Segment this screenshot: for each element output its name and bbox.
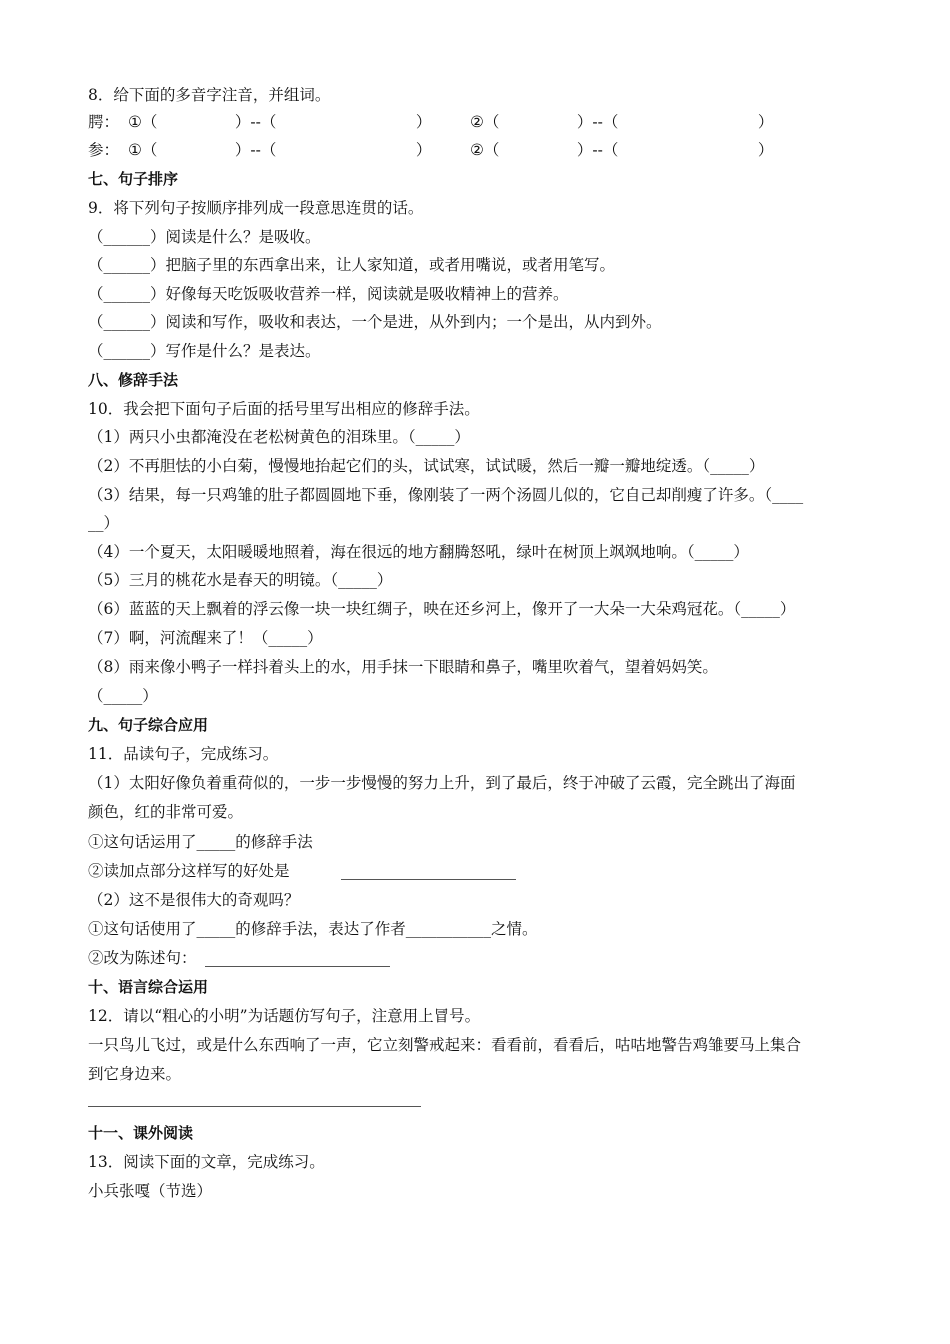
q10-item-3: （3）结果，每一只鸡雏的肚子都圆圆地下垂，像刚装了一两个汤圆儿似的，它自己却削瘦了许多。（____ <box>88 486 804 504</box>
q9-item-4: （______）阅读和写作，吸收和表达，一个是进，从外到内；一个是出，从内到外。 <box>88 313 662 331</box>
dotted-phrase: 努力上升 <box>407 774 470 792</box>
q11-sub-3: ①这句话使用了_____的修辞手法，表达了作者___________之情。 <box>88 920 538 938</box>
q8-row-2 <box>88 139 774 161</box>
q12-example-2: 到它身边来。 <box>88 1065 182 1083</box>
q9-item-1: （______）阅读是什么？是吸收。 <box>88 228 321 246</box>
q9-item-5: （______）写作是什么？是表达。 <box>88 342 321 360</box>
section-7-heading: 七、句子排序 <box>88 170 179 188</box>
answer-line[interactable] <box>88 1106 421 1107</box>
section-8-heading: 八、修辞手法 <box>88 371 179 389</box>
q8-row-2-b: ②（ ）--（ ） <box>470 141 774 159</box>
q10-item-4: （4）一个夏天，太阳暖暖地照着，海在很远的地方翻腾怒吼，绿叶在树顶上飒飒地响。（_____） <box>88 543 749 561</box>
q10-item-5: （5）三月的桃花水是春天的明镜。（_____） <box>88 571 393 589</box>
q11-passage-1-cont: 颜色，红的非常可爱。 <box>88 803 244 821</box>
q10-item-8-cont: （_____） <box>88 687 158 705</box>
q11-passage-2: （2）这不是很伟大的奇观吗？ <box>88 891 300 909</box>
q11-sub-2: ②读加点部分这样写的好处是 <box>88 862 290 880</box>
q9-title: 9．将下列句子按顺序排列成一段意思连贯的话。 <box>88 199 424 217</box>
q8-row-1-a: ①（ ）--（ ） <box>128 113 432 131</box>
q8-row-1 <box>88 111 774 133</box>
q8-row-1-char: 腭： <box>88 113 120 131</box>
passage-text: ，一步一步慢慢的 <box>283 774 408 792</box>
article-title: 小兵张嘎（节选） <box>88 1182 213 1200</box>
q10-item-7: （7）啊，河流醒来了！（_____） <box>88 629 323 647</box>
dotted-phrase: 负着重荷似的 <box>190 774 284 792</box>
section-9-heading: 九、句子综合应用 <box>88 716 209 734</box>
q12-title: 12．请以“粗心的小明”为话题仿写句子，注意用上冒号。 <box>88 1007 481 1025</box>
q13-title: 13．阅读下面的文章，完成练习。 <box>88 1153 325 1171</box>
q8-row-2-a: ①（ ）--（ ） <box>128 141 432 159</box>
q8-row-1-b: ②（ ）--（ ） <box>470 113 774 131</box>
q11-sub-1: ①这句话运用了_____的修辞手法 <box>88 833 313 851</box>
q10-item-8: （8）雨来像小鸭子一样抖着头上的水，用手抹一下眼睛和鼻子，嘴里吹着气，望着妈妈笑。 <box>88 658 718 676</box>
q10-item-6: （6）蓝蓝的天上飘着的浮云像一块一块红绸子，映在还乡河上，像开了一大朵一大朵鸡冠花。（_____） <box>88 600 796 618</box>
q10-item-2: （2）不再胆怯的小白菊，慢慢地抬起它们的头，试试寒，试试暖，然后一瓣一瓣地绽透。（_____） <box>88 457 765 475</box>
q8-row-2-char: 参： <box>88 141 120 159</box>
passage-text: 海面 <box>764 774 796 792</box>
answer-line[interactable] <box>341 879 516 880</box>
q11-title: 11．品读句子，完成练习。 <box>88 745 279 763</box>
answer-line[interactable] <box>205 966 390 967</box>
q10-title: 10．我会把下面句子后面的括号里写出相应的修辞手法。 <box>88 400 480 418</box>
q12-example-1: 一只鸟儿飞过，或是什么东西响了一声，它立刻警戒起来：看看前，看看后，咕咕地警告鸡雏要马上集合 <box>88 1036 802 1054</box>
q9-item-2: （______）把脑子里的东西拿出来，让人家知道，或者用嘴说，或者用笔写。 <box>88 256 616 274</box>
q10-item-1: （1）两只小虫都淹没在老松树黄色的泪珠里。（_____） <box>88 428 470 446</box>
section-11-heading: 十一、课外阅读 <box>88 1124 194 1142</box>
section-10-heading: 十、语言综合运用 <box>88 978 209 996</box>
dotted-phrase: 冲破了云霞 <box>593 774 672 792</box>
q11-passage-1 <box>88 772 796 794</box>
q9-item-3: （______）好像每天吃饭吸收营养一样，阅读就是吸收精神上的营养。 <box>88 285 569 303</box>
passage-text: ，完全 <box>671 774 718 792</box>
passage-text: ，到了最后，终于 <box>469 774 594 792</box>
q8-title: 8．给下面的多音字注音，并组词。 <box>88 86 331 104</box>
q10-item-3-cont: __） <box>88 514 120 532</box>
q11-sub-4: ②改为陈述句： <box>88 949 197 967</box>
passage-text: （1）太阳好像 <box>88 774 191 792</box>
dotted-phrase: 跳出了 <box>717 774 765 792</box>
